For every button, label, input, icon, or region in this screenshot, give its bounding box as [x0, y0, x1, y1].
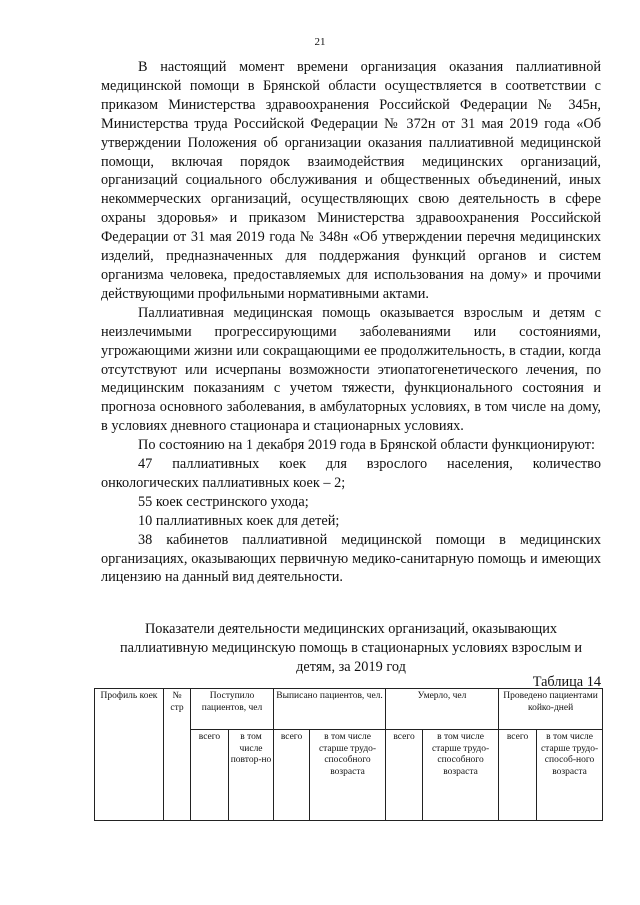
subheader-bed-days-older: в том числе старше трудо-способ-ного возраста [537, 730, 603, 821]
paragraph-status: По состоянию на 1 декабря 2019 года в Брянской области функционируют: [138, 437, 595, 454]
subheader-admitted-total: всего [191, 730, 229, 821]
subheader-bed-days-total: всего [499, 730, 537, 821]
paragraph-palliative-care: Паллиативная медицинская помощь оказывается взрослым и детям с неизлечимыми прогрессирующими заболеваниями или состояниями, угрожающими жизни или сокращающими ее продолжительность, в стадии, когда отсутствуют или исчерпаны возможности этиопатогенетического лечения, по медицинским показаниям с учетом тяжести, функционального состояния и прогноза основного заболевания, в амбулаторных условиях, в том числе на дому, в условиях дневного стационара и стационарных условиях. [101, 304, 601, 435]
header-discharged: Выписано пациентов, чел. [274, 689, 386, 730]
subheader-admitted-repeat: в том числе повтор-но [229, 730, 274, 821]
list-item-nursing-beds: 55 коек сестринского ухода; [138, 493, 309, 510]
page-number: 21 [314, 36, 326, 48]
header-row-number: № стр [164, 689, 191, 821]
header-profile: Профиль коек [95, 689, 164, 821]
body-text [101, 58, 601, 587]
header-bed-days: Проведено пациентами койко-дней [499, 689, 603, 730]
subheader-discharged-older: в том числе старше трудо-способного возраста [310, 730, 386, 821]
table-caption: Показатели деятельности медицинских организаций, оказывающих паллиативную медицинскую помощь в стационарных условиях взрослым и детям, за 2019 год [119, 621, 583, 675]
paragraph-organization: В настоящий момент времени организация оказания паллиативной медицинской помощи в Брянской области осуществляется в соответствии с приказом Министерства здравоохранения Российской Федерации № 345н, Министерства труда Российской Федерации № 372н от 31 мая 2019 года «Об утверждении Положения об организации оказания паллиативной медицинской помощи, включая порядок взаимодействия медицинских организаций, организаций социального обслуживания и общественных объединений, иных некоммерческих организаций, осуществляющих свою деятельность в сфере охраны здоровья» и приказом Министерства здравоохранения Российской Федерации от 31 мая 2019 года № 348н «Об утверждении перечня медицинских изделий, предназначенных для поддержания функций органов и систем организма человека, предоставляемых для использования на дому» и прочими действующими профильными нормативными актами. [101, 59, 601, 302]
indicators-table [94, 688, 603, 821]
subheader-died-total: всего [386, 730, 423, 821]
header-admitted: Поступило пациентов, чел [191, 689, 274, 730]
subheader-died-older: в том числе старше трудо-способного возраста [423, 730, 499, 821]
table-label: Таблица 14 [532, 674, 601, 690]
subheader-discharged-total: всего [274, 730, 310, 821]
header-died: Умерло, чел [386, 689, 499, 730]
list-item-cabinets: 38 кабинетов паллиативной медицинской помощи в медицинских организациях, оказывающих первичную медико-санитарную помощь и имеющих лицензию на данный вид деятельности. [101, 531, 601, 586]
list-item-adult-beds: 47 паллиативных коек для взрослого населения, количество онкологических паллиативных коек – 2; [101, 456, 601, 491]
list-item-child-beds: 10 паллиативных коек для детей; [138, 512, 340, 529]
